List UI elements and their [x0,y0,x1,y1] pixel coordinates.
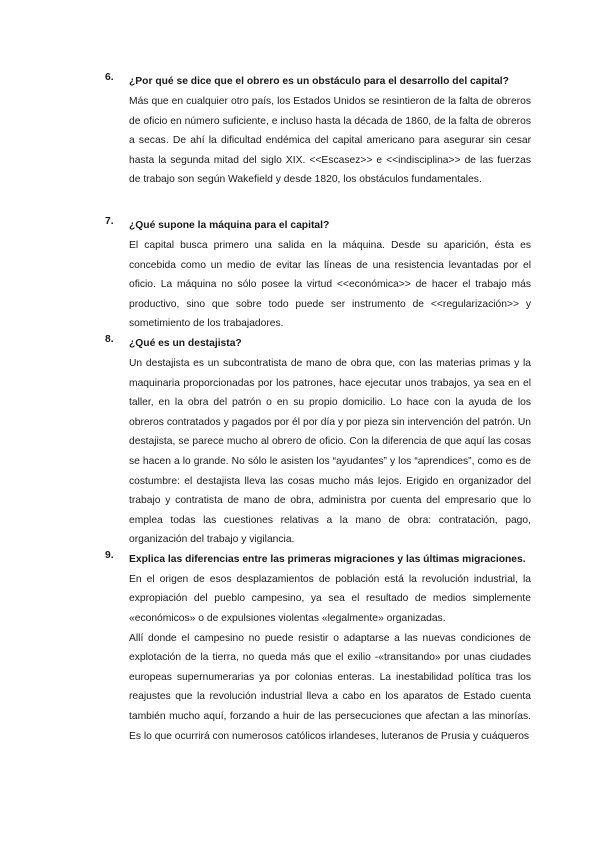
question-title: Explica las diferencias entre las primeras migraciones y las últimas migraciones. [129,553,526,565]
question-number: 6. [105,72,114,83]
question-title: ¿Qué supone la máquina para el capital? [129,219,330,231]
answer-paragraph: Allí donde el campesino no puede resistir o adaptarse a las nuevas condiciones de explotación de la tierra, no queda más que el exilio -«transitando» por unas ciudades europeas supernumerarias ya por colonias enteras. La inestabilidad política tras los reajustes que la revolución industrial lleva a cabo en los aparatos de Estado cuenta también mucho aquí, forzando a huir de las persecuciones que afectan a las minorías. Es lo que ocurrirá con numerosos católicos irlandeses, luteranos de Prusia y cuáqueros [129,632,531,742]
question-item-6 [0,72,600,190]
answer-paragraph: El capital busca primero una salida en la máquina. Desde su aparición, ésta es concebida como un medio de evitar las líneas de una resistencia levantadas por el oficio. La máquina no sólo posee la virtud <<económica>> de hacer el trabajo más productivo, sino que sobre todo puede ser instrumento de <<regularización>> y sometimiento de los trabajadores. [129,239,531,330]
question-number: 9. [105,549,114,561]
answer-paragraph: Un destajista es un subcontratista de mano de obra que, con las materias primas y la maquinaria proporcionadas por los patrones, hace ejecutar unos trabajos, ya sea en el taller, en la obra del patrón o en su propio domicilio. Lo hace con la ayuda de los obreros contratados y pagados por él por día y por pieza sin intervención del patrón. Un destajista, se parece mucho al obrero de oficio. Con la diferencia de que aquí las cosas se hacen a lo grande. No sólo le asisten los “ayudantes” y los “aprendices”, como es de costumbre: el destajista lleva las cosas mucho más lejos. Erigido en organizador del trabajo y contratista de mano de obra, administra por cuenta del empresario que lo emplea todas las cuestiones relativas a la mano de obra: contratación, pago, organización del trabajo y vigilancia. [129,357,531,546]
question-item-8 [0,334,600,550]
question-title: ¿Qué es un destajista? [129,337,242,349]
question-item-7 [0,216,600,334]
answer-paragraph: Más que en cualquier otro país, los Estados Unidos se resintieron de la falta de obreros de oficio en número suficiente, e incluso hasta la década de 1860, de la falta de obreros a secas. De ahí la dificultad endémica del capital americano para asegurar sin cesar hasta la segunda mitad del siglo XIX. <<Escasez>> e <<indisciplina>> de las fuerzas de trabajo son según Wakefield y desde 1820, los obstáculos fundamentales. [129,96,531,186]
question-item-9 [0,550,600,746]
question-number: 7. [105,215,114,227]
question-title: ¿Por qué se dice que el obrero es un obstáculo para el desarrollo del capital? [129,76,509,87]
question-number: 8. [105,333,114,345]
answer-paragraph: En el origen de esos desplazamientos de población está la revolución industrial, la expropiación del pueblo campesino, ya sea el resultado de medios simplemente «económicos» o de expulsiones violentas «legalmente» organizadas. [129,573,531,625]
